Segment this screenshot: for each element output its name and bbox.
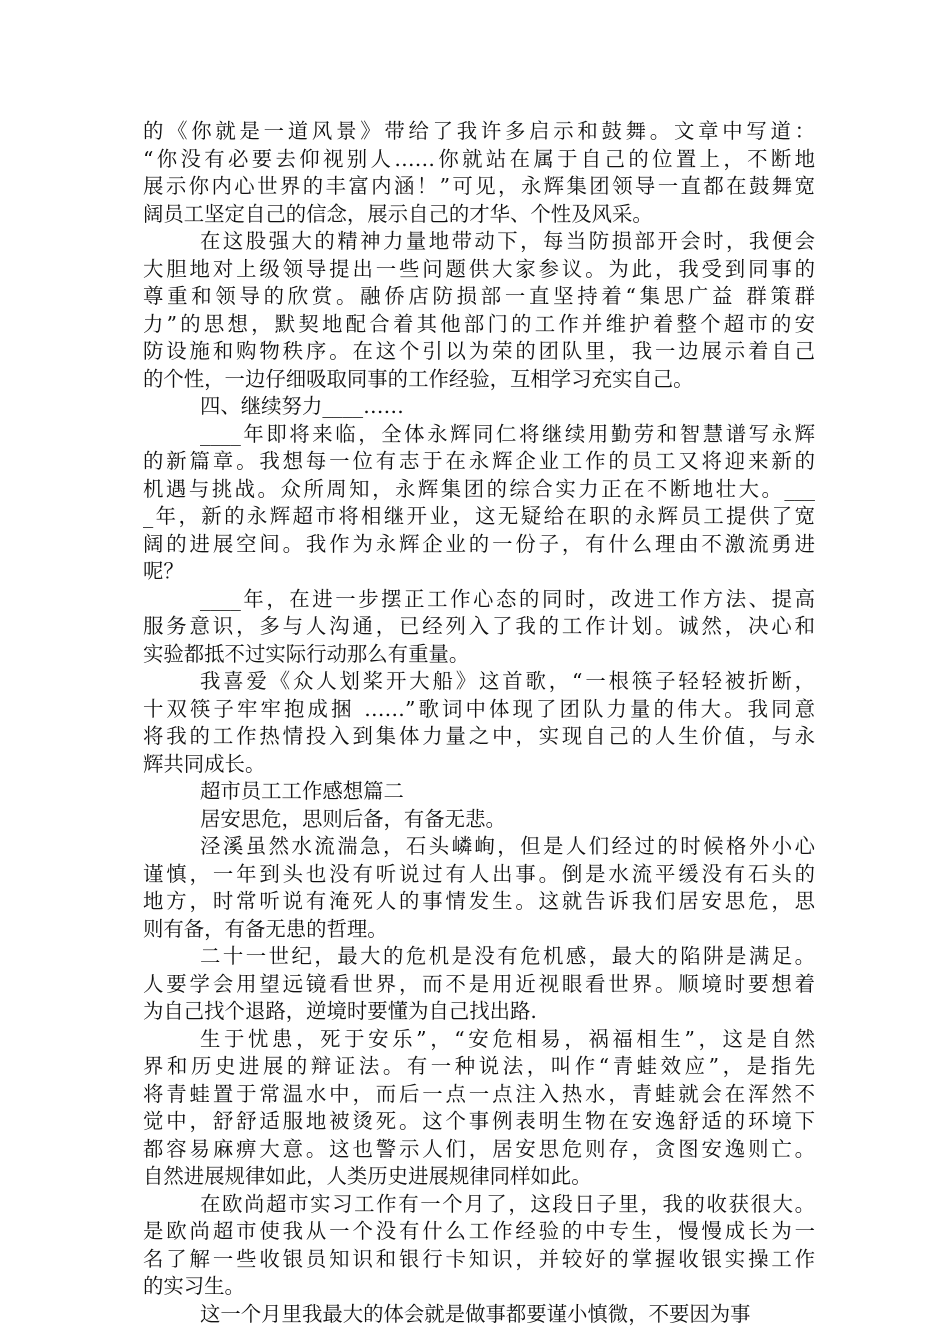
text-line: 在欧尚超市实习工作有一个月了，这段日子里，我的收获很大。 <box>200 1191 815 1216</box>
text-line: 为自己找个退路，逆境时要懂为自己找出路. <box>143 999 537 1023</box>
text-line: 生于忧患，死于安乐”，“安危相易，祸福相生”，这是自然 <box>200 1026 815 1051</box>
text-line: 超市员工工作感想篇二 <box>200 779 404 803</box>
paragraph <box>143 1191 815 1301</box>
text-line: 阔的进展空间。我作为永辉企业的一份子，有什么理由不激流勇进 <box>143 531 815 556</box>
text-line: 觉中，舒舒适服地被烫死。这个事例表明生物在安逸舒适的环境下 <box>143 1109 815 1133</box>
document-body <box>143 118 815 1328</box>
text-line: 则有备，有备无患的哲理。 <box>143 916 388 941</box>
text-line: 服务意识，多与人沟通，已经列入了我的工作计划。诚然，决心和 <box>143 614 815 638</box>
text-line: 阔员工坚定自己的信念，展示自己的才华、个性及风采。 <box>143 201 653 226</box>
text-line: 泾溪虽然水流湍急，石头嶙峋，但是人们经过的时候格外小心 <box>200 834 815 858</box>
paragraph <box>143 778 815 806</box>
text-line: 将我的工作热情投入到集体力量之中，实现自己的人生价值，与永 <box>143 724 815 748</box>
paragraph <box>143 118 815 228</box>
text-line: 的新篇章。我想每一位有志于在永辉企业工作的员工又将迎来新的 <box>143 449 815 473</box>
text-line: 自然进展规律如此，人类历史进展规律同样如此。 <box>143 1164 592 1188</box>
text-line: 四、继续努力____…… <box>200 394 404 418</box>
text-line: 居安思危，思则后备，有备无悲。 <box>200 806 506 831</box>
text-line: 尊重和领导的欣赏。融侨店防损部一直坚持着“集思广益 群策群 <box>143 284 815 308</box>
paragraph <box>143 1301 815 1329</box>
text-line: 二十一世纪，最大的危机是没有危机感，最大的陷阱是满足。 <box>200 944 815 968</box>
paragraph <box>143 833 815 943</box>
text-line: 呢？ <box>143 559 184 583</box>
text-line: 都容易麻痹大意。这也警示人们，居安思危则存，贪图安逸则亡。 <box>143 1136 815 1161</box>
text-line: 在这股强大的精神力量地带动下，每当防损部开会时，我便会 <box>200 229 815 253</box>
text-line: 防设施和购物秩序。在这个引以为荣的团队里，我一边展示着自己 <box>143 339 815 363</box>
text-line: 十双筷子牢牢抱成捆 ……”歌词中体现了团队力量的伟大。我同意 <box>143 696 815 721</box>
text-line: 实验都抵不过实际行动那么有重量。 <box>143 641 470 666</box>
text-line: 辉共同成长。 <box>143 751 266 776</box>
text-line: 是欧尚超市使我从一个没有什么工作经验的中专生，慢慢成长为一 <box>143 1219 815 1243</box>
text-line: 大胆地对上级领导提出一些问题供大家参议。为此，我受到同事的 <box>143 256 815 281</box>
text-line: 谨慎，一年到头也没有听说过有人出事。倒是水流平缓没有石头的 <box>143 861 815 886</box>
text-line: 我喜爱《众人划桨开大船》这首歌，“一根筷子轻轻被折断， <box>200 669 815 693</box>
text-line: 这一个月里我最大的体会就是做事都要谨小慎微，不要因为事 <box>200 1301 751 1326</box>
text-line: _年，新的永辉超市将相继开业，这无疑给在职的永辉员工提供了宽 <box>143 504 815 528</box>
text-line: 的实习生。 <box>143 1274 245 1298</box>
paragraph <box>143 586 815 669</box>
paragraph <box>143 943 815 1026</box>
text-line: 地方，时常听说有淹死人的事情发生。这就告诉我们居安思危，思 <box>143 889 815 913</box>
paragraph <box>143 668 815 778</box>
text-line: ____年，在进一步摆正工作心态的同时，改进工作方法、提高 <box>200 586 815 611</box>
paragraph <box>143 393 815 421</box>
text-line: ____年即将来临，全体永辉同仁将继续用勤劳和智慧谱写永辉 <box>200 421 815 446</box>
text-line: 力”的思想，默契地配合着其他部门的工作并维护着整个超市的安 <box>143 311 815 336</box>
text-line: 名了解一些收银员知识和银行卡知识，并较好的掌握收银实操工作 <box>143 1246 815 1271</box>
paragraph <box>143 1026 815 1191</box>
paragraph <box>143 421 815 586</box>
text-line: 的个性，一边仔细吸取同事的工作经验，互相学习充实自己。 <box>143 366 694 391</box>
text-line: 界和历史进展的辩证法。有一种说法，叫作“青蛙效应”，是指先 <box>143 1054 815 1078</box>
text-line: “你没有必要去仰视别人……你就站在属于自己的位置上，不断地 <box>143 146 815 171</box>
paragraph <box>143 806 815 834</box>
paragraph <box>143 228 815 393</box>
text-line: 的《你就是一道风景》带给了我许多启示和鼓舞。文章中写道： <box>143 119 815 143</box>
text-line: 人要学会用望远镜看世界，而不是用近视眼看世界。顺境时要想着 <box>143 971 815 996</box>
text-line: 将青蛙置于常温水中，而后一点一点注入热水，青蛙就会在浑然不 <box>143 1081 815 1106</box>
text-line: 展示你内心世界的丰富内涵！”可见，永辉集团领导一直都在鼓舞宽 <box>143 174 815 198</box>
text-line: 机遇与挑战。众所周知，永辉集团的综合实力正在不断地壮大。___ <box>143 476 815 501</box>
